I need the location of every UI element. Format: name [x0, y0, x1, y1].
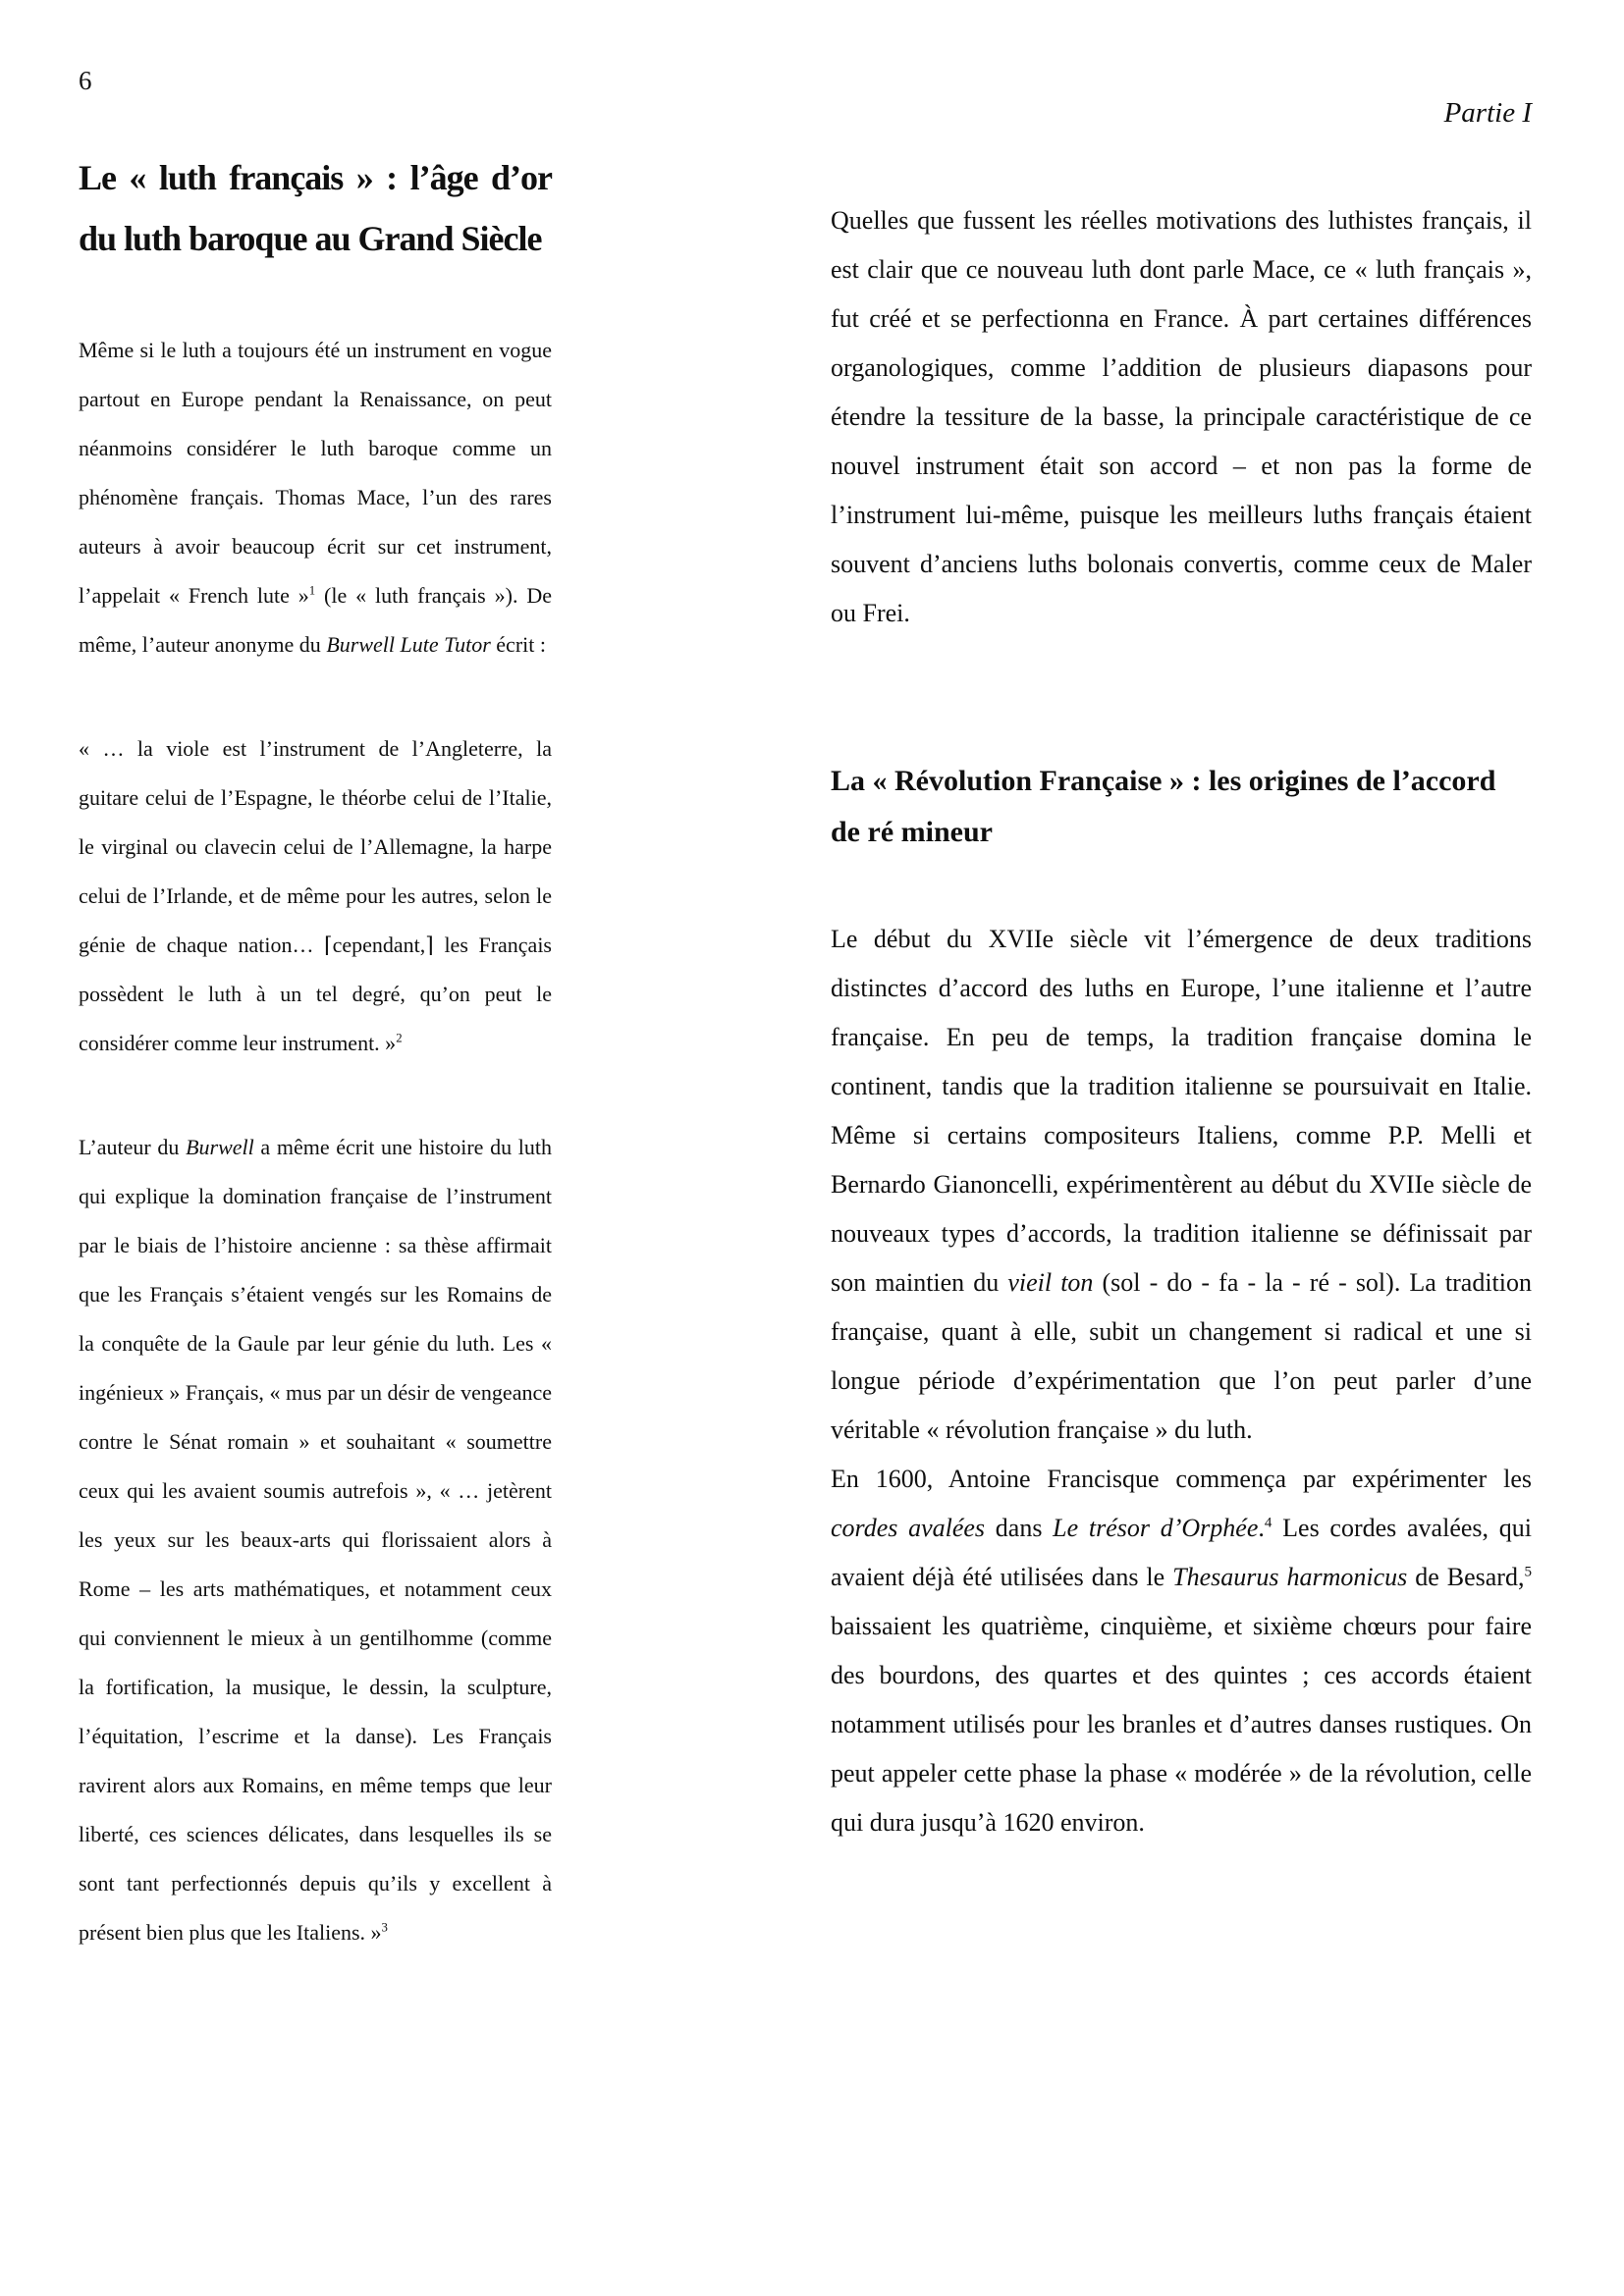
- running-header: Partie I: [1443, 97, 1532, 129]
- paragraph-burwell-history: L’auteur du Burwell a même écrit une histoire du luth qui explique la domination française de l’instrument par le biais de l’histoire ancienne : sa thèse affirmait que les Français s’étaient vengés sur les Romains de la conquête de la Gaule par leur génie du luth. Les « ingénieux » Français, « mus par un désir de vengeance contre le Sénat romain » et souhaitant « soumettre ceux qui les avaient soumis autrefois », « … jetèrent les yeux sur les beaux-arts qui florissaient alors à Rome – les arts mathématiques, et notamment ceux qui conviennent le mieux à un gentilhomme (comme la fortification, la musique, le dessin, la sculpture, l’équitation, l’escrime et la danse). Les Français ravirent alors aux Romains, en même temps que leur liberté, ces sciences délicates, dans lesquelles ils se sont tant perfectionnés depuis qu’ils y excellent à présent bien plus que les Italiens. »$^3$: [79, 1135, 553, 1945]
- left-column: [79, 147, 552, 1957]
- paragraph-french-lute-origin: Quelles que fussent les réelles motivations des luthistes français, il est clair que ce nouveau luth dont parle Mace, ce « luth français », fut créé et se perfectionna en France. À part certaines différences organologiques, comme l’addition de plusieurs diapasons pour étendre la tessiture de la basse, la principale caractéristique de ce nouvel instrument était son accord – et non pas la forme de l’instrument lui-même, puisque les meilleurs luths français étaient souvent d’anciens luths bolonais convertis, comme ceux de Maler ou Frei.: [831, 206, 1532, 627]
- page-number: 6: [79, 66, 92, 95]
- blockquote-burwell-quote: « … la viole est l’instrument de l’Angleterre, la guitare celui de l’Espagne, le théorbe celui de l’Italie, le virginal ou clavecin celui de l’Allemagne, la harpe celui de l’Irlande, et de même pour les autres, selon le génie de chaque nation… ⌈cependant,⌉ les Français possèdent le luth à un tel degré, qu’on peut le considérer comme leur instrument. »$^2$: [79, 736, 552, 1055]
- right-column: [831, 196, 1532, 1847]
- section-heading-revolution: La « Révolution Française » : les origines de l’accord de ré mineur: [831, 765, 1496, 848]
- paragraph-francisque-1600: En 1600, Antoine Francisque commença par expérimenter les cordes avalées dans Le trésor d’Orphée.$^4$ Les cordes avalées, qui avaient déjà été utilisées dans le Thesaurus harmonicus de Besard,$^5$ baissaient les quatrième, cinquième, et sixième chœurs pour faire des bourdons, des quartes et des quintes ; ces accords étaient notamment utilisés pour les branles et d’autres danses rustiques. On peut appeler cette phase la phase « modérée » de la révolution, celle qui dura jusqu’à 1620 environ.: [831, 1465, 1532, 1837]
- paragraph-intro: Même si le luth a toujours été un instrument en vogue partout en Europe pendant la Renaissance, on peut néanmoins considérer le luth baroque comme un phénomène français. Thomas Mace, l’un des rares auteurs à avoir beaucoup écrit sur cet instrument, l’appelait « French lute »$^1$ (le « luth français »). De même, l’auteur anonyme du Burwell Lute Tutor écrit :: [79, 338, 552, 657]
- paragraph-two-traditions: Le début du XVIIe siècle vit l’émergence de deux traditions distinctes d’accord des luths en Europe, l’une italienne et l’autre française. En peu de temps, la tradition française domina le continent, tandis que la tradition italienne se poursuivait en Italie. Même si certains compositeurs Italiens, comme P.P. Melli et Bernardo Gianoncelli, expérimentèrent au début du XVIIe siècle de nouveaux types d’accords, la tradition italienne se définissait par son maintien du vieil ton (sol - do - fa - la - ré - sol). La tradition française, quant à elle, subit un changement si radical et une si longue période d’expérimentation que l’on peut parler d’une véritable « révolution française » du luth.: [831, 925, 1532, 1444]
- chapter-title: Le « luth français » : l’âge d’or du luth baroque au Grand Siècle: [79, 158, 552, 258]
